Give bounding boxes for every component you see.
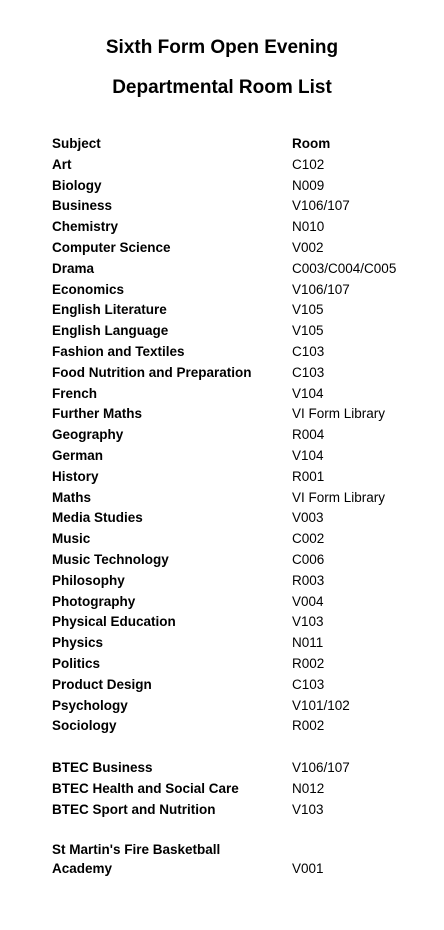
subject-cell: Photography <box>52 593 136 609</box>
room-cell: V004 <box>292 593 324 609</box>
table-row <box>52 550 422 571</box>
table-row <box>52 696 422 717</box>
room-cell: V106/107 <box>292 198 350 214</box>
subject-cell: BTEC Health and Social Care <box>52 780 239 796</box>
subject-cell: Media Studies <box>52 510 143 526</box>
room-cell: V103 <box>292 614 324 630</box>
table-row <box>52 675 422 696</box>
table-row <box>52 342 422 363</box>
table-row <box>52 612 422 633</box>
table-row <box>52 384 422 405</box>
table-row <box>52 446 422 467</box>
room-cell: R002 <box>292 655 325 671</box>
document-subtitle: Departmental Room List <box>112 77 332 98</box>
subject-cell: Computer Science <box>52 239 171 255</box>
room-cell: R004 <box>292 427 325 443</box>
room-cell: V001 <box>292 861 324 876</box>
document-title: Sixth Form Open Evening <box>105 37 339 58</box>
subject-cell: Physics <box>52 635 104 651</box>
header-subject: Subject <box>52 136 101 151</box>
table-row <box>52 529 422 550</box>
room-cell: V104 <box>292 385 324 401</box>
room-cell: C102 <box>292 156 325 172</box>
table-row <box>52 508 422 529</box>
table-row <box>52 238 422 259</box>
subject-cell: Art <box>52 156 72 172</box>
subject-cell: Further Maths <box>52 406 143 422</box>
room-cell: C003/C004/C005 <box>292 260 397 276</box>
table-row <box>52 363 422 384</box>
subject-cell: English Literature <box>52 302 167 318</box>
room-cell: V105 <box>292 323 324 339</box>
subject-cell: St Martin's Fire Basketball Academy <box>52 842 221 876</box>
subject-cell: BTEC Sport and Nutrition <box>52 801 216 817</box>
room-cell: C103 <box>292 676 325 692</box>
room-cell: VI Form Library <box>292 406 386 422</box>
subject-cell: Fashion and Textiles <box>52 343 185 359</box>
room-cell: C103 <box>292 343 325 359</box>
table-row <box>52 217 422 238</box>
subject-cell: History <box>52 468 99 484</box>
table-row <box>52 800 422 821</box>
room-cell: N012 <box>292 780 325 796</box>
room-cell: V002 <box>292 239 324 255</box>
subject-cell: Food Nutrition and Preparation <box>52 364 252 380</box>
table-row <box>52 654 422 675</box>
room-cell: N009 <box>292 177 325 193</box>
table-row <box>52 425 422 446</box>
subject-cell: Philosophy <box>52 572 125 588</box>
table-row <box>52 404 422 425</box>
subject-cell: Drama <box>52 260 95 276</box>
room-cell: R001 <box>292 468 325 484</box>
room-cell: N010 <box>292 219 325 235</box>
subject-cell: English Language <box>52 323 169 339</box>
subject-cell: BTEC Business <box>52 759 153 775</box>
table-row <box>52 716 422 737</box>
table-row <box>52 779 422 800</box>
room-cell: C006 <box>292 551 325 567</box>
room-cell: V003 <box>292 510 324 526</box>
table-row <box>52 467 422 488</box>
room-cell: V106/107 <box>292 281 350 297</box>
subject-cell: Product Design <box>52 676 152 692</box>
table-row <box>52 571 422 592</box>
room-cell: N011 <box>292 635 324 651</box>
room-cell: R003 <box>292 572 325 588</box>
subject-cell: Music <box>52 531 91 547</box>
room-cell: V104 <box>292 447 324 463</box>
table-header-row <box>52 134 422 155</box>
table-row <box>52 758 422 779</box>
room-cell: V106/107 <box>292 759 350 775</box>
subject-cell: Sociology <box>52 718 117 734</box>
table-row <box>52 633 422 654</box>
section-spacer <box>52 737 422 758</box>
subject-cell: Geography <box>52 427 124 443</box>
subject-cell: Physical Education <box>52 614 176 630</box>
room-cell: C002 <box>292 531 325 547</box>
subject-cell: French <box>52 385 98 401</box>
room-cell: V103 <box>292 801 324 817</box>
table-row <box>52 300 422 321</box>
room-cell: V101/102 <box>292 697 350 713</box>
table-row <box>52 280 422 301</box>
table-row <box>52 176 422 197</box>
subject-cell: Business <box>52 198 113 214</box>
table-row <box>52 321 422 342</box>
subject-cell: German <box>52 447 104 463</box>
room-list-table <box>52 134 422 820</box>
table-row <box>52 155 422 176</box>
room-cell: R002 <box>292 718 325 734</box>
room-cell: VI Form Library <box>292 489 386 505</box>
subject-cell: Maths <box>52 489 92 505</box>
subject-cell: Chemistry <box>52 219 119 235</box>
subject-cell: Politics <box>52 655 101 671</box>
subject-cell: Economics <box>52 281 125 297</box>
table-row <box>52 259 422 280</box>
header-room: Room <box>292 136 331 151</box>
table-row <box>52 592 422 613</box>
room-cell: V105 <box>292 302 324 318</box>
subject-cell: Music Technology <box>52 551 169 567</box>
room-cell: C103 <box>292 364 325 380</box>
table-row <box>52 196 422 217</box>
subject-cell: Psychology <box>52 697 128 713</box>
table-row <box>52 488 422 509</box>
subject-cell: Biology <box>52 177 102 193</box>
